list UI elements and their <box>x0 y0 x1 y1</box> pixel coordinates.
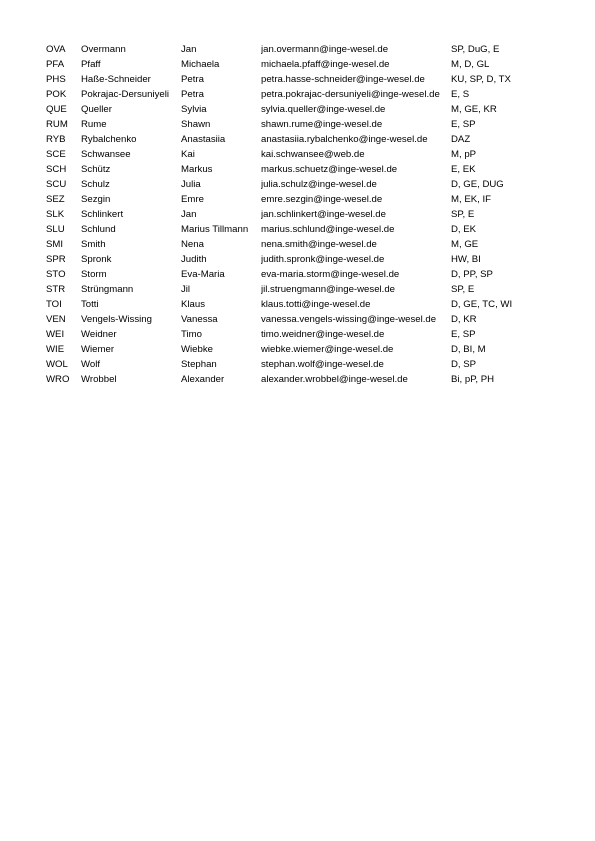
staff-table <box>46 42 541 387</box>
abbreviation-cell: WOL <box>46 359 68 370</box>
last-name-cell: Sezgin <box>81 194 111 205</box>
first-name-cell: Timo <box>181 329 202 340</box>
first-name-cell: Anastasiia <box>181 134 226 145</box>
last-name-cell: Totti <box>81 299 99 310</box>
subjects-cell: E, EK <box>451 164 476 175</box>
subjects-cell: M, GE, KR <box>451 104 497 115</box>
email-cell: sylvia.queller@inge-wesel.de <box>261 104 386 115</box>
last-name-cell: Storm <box>81 269 107 280</box>
email-cell: stephan.wolf@inge-wesel.de <box>261 359 384 370</box>
abbreviation-cell: STO <box>46 269 66 280</box>
table-row <box>46 147 541 162</box>
subjects-cell: HW, BI <box>451 254 481 265</box>
abbreviation-cell: TOI <box>46 299 62 310</box>
subjects-cell: D, GE, DUG <box>451 179 504 190</box>
table-row <box>46 207 541 222</box>
email-cell: judith.spronk@inge-wesel.de <box>261 254 385 265</box>
last-name-cell: Strüngmann <box>81 284 134 295</box>
email-cell: timo.weidner@inge-wesel.de <box>261 329 385 340</box>
last-name-cell: Wiemer <box>81 344 115 355</box>
subjects-cell: D, PP, SP <box>451 269 493 280</box>
first-name-cell: Markus <box>181 164 213 175</box>
abbreviation-cell: SCU <box>46 179 67 190</box>
email-cell: marius.schlund@inge-wesel.de <box>261 224 395 235</box>
last-name-cell: Rybalchenko <box>81 134 137 145</box>
table-row <box>46 342 541 357</box>
table-row <box>46 102 541 117</box>
table-row <box>46 222 541 237</box>
first-name-cell: Jil <box>181 284 191 295</box>
table-row <box>46 57 541 72</box>
email-cell: emre.sezgin@inge-wesel.de <box>261 194 383 205</box>
first-name-cell: Shawn <box>181 119 211 130</box>
first-name-cell: Vanessa <box>181 314 218 325</box>
table-row <box>46 297 541 312</box>
abbreviation-cell: WRO <box>46 374 70 385</box>
last-name-cell: Wrobbel <box>81 374 117 385</box>
email-cell: markus.schuetz@inge-wesel.de <box>261 164 398 175</box>
email-cell: jan.schlinkert@inge-wesel.de <box>261 209 386 220</box>
table-row <box>46 372 541 387</box>
table-row <box>46 72 541 87</box>
subjects-cell: M, pP <box>451 149 477 160</box>
subjects-cell: SP, E <box>451 209 475 220</box>
abbreviation-cell: STR <box>46 284 66 295</box>
subjects-cell: D, GE, TC, WI <box>451 299 513 310</box>
first-name-cell: Stephan <box>181 359 217 370</box>
last-name-cell: Schlinkert <box>81 209 124 220</box>
abbreviation-cell: WIE <box>46 344 65 355</box>
last-name-cell: Vengels-Wissing <box>81 314 152 325</box>
abbreviation-cell: QUE <box>46 104 67 115</box>
abbreviation-cell: VEN <box>46 314 66 325</box>
abbreviation-cell: OVA <box>46 44 66 55</box>
email-cell: nena.smith@inge-wesel.de <box>261 239 377 250</box>
abbreviation-cell: PHS <box>46 74 66 85</box>
first-name-cell: Alexander <box>181 374 225 385</box>
email-cell: alexander.wrobbel@inge-wesel.de <box>261 374 408 385</box>
subjects-cell: Bi, pP, PH <box>451 374 495 385</box>
subjects-cell: D, SP <box>451 359 477 370</box>
last-name-cell: Wolf <box>81 359 101 370</box>
table-row <box>46 252 541 267</box>
abbreviation-cell: SCE <box>46 149 66 160</box>
subjects-cell: E, S <box>451 89 470 100</box>
first-name-cell: Eva-Maria <box>181 269 225 280</box>
first-name-cell: Nena <box>181 239 204 250</box>
email-cell: anastasiia.rybalchenko@inge-wesel.de <box>261 134 428 145</box>
table-row <box>46 162 541 177</box>
subjects-cell: KU, SP, D, TX <box>451 74 511 85</box>
table-row <box>46 267 541 282</box>
subjects-cell: M, D, GL <box>451 59 490 70</box>
last-name-cell: Pfaff <box>81 59 101 70</box>
subjects-cell: E, SP <box>451 329 476 340</box>
first-name-cell: Kai <box>181 149 195 160</box>
abbreviation-cell: SLK <box>46 209 65 220</box>
table-row <box>46 87 541 102</box>
subjects-cell: D, KR <box>451 314 477 325</box>
last-name-cell: Schulz <box>81 179 110 190</box>
last-name-cell: Rume <box>81 119 107 130</box>
subjects-cell: DAZ <box>451 134 471 145</box>
abbreviation-cell: SMI <box>46 239 64 250</box>
first-name-cell: Julia <box>181 179 201 190</box>
first-name-cell: Jan <box>181 209 197 220</box>
first-name-cell: Jan <box>181 44 197 55</box>
subjects-cell: M, GE <box>451 239 479 250</box>
subjects-cell: SP, E <box>451 284 475 295</box>
last-name-cell: Schütz <box>81 164 111 175</box>
last-name-cell: Weidner <box>81 329 117 340</box>
email-cell: jan.overmann@inge-wesel.de <box>261 44 389 55</box>
abbreviation-cell: RYB <box>46 134 66 145</box>
email-cell: petra.hasse-schneider@inge-wesel.de <box>261 74 425 85</box>
table-row <box>46 282 541 297</box>
table-row <box>46 237 541 252</box>
email-cell: julia.schulz@inge-wesel.de <box>261 179 377 190</box>
subjects-cell: E, SP <box>451 119 476 130</box>
abbreviation-cell: SPR <box>46 254 66 265</box>
email-cell: klaus.totti@inge-wesel.de <box>261 299 371 310</box>
last-name-cell: Queller <box>81 104 112 115</box>
subjects-cell: SP, DuG, E <box>451 44 500 55</box>
abbreviation-cell: PFA <box>46 59 65 70</box>
table-row <box>46 312 541 327</box>
abbreviation-cell: POK <box>46 89 67 100</box>
table-row <box>46 177 541 192</box>
abbreviation-cell: SCH <box>46 164 67 175</box>
table-row <box>46 192 541 207</box>
email-cell: wiebke.wiemer@inge-wesel.de <box>261 344 394 355</box>
last-name-cell: Schwansee <box>81 149 131 160</box>
last-name-cell: Overmann <box>81 44 126 55</box>
email-cell: eva-maria.storm@inge-wesel.de <box>261 269 400 280</box>
abbreviation-cell: RUM <box>46 119 68 130</box>
first-name-cell: Klaus <box>181 299 205 310</box>
first-name-cell: Petra <box>181 74 204 85</box>
last-name-cell: Schlund <box>81 224 116 235</box>
last-name-cell: Smith <box>81 239 106 250</box>
staff-table-body <box>46 42 541 387</box>
table-row <box>46 357 541 372</box>
email-cell: jil.struengmann@inge-wesel.de <box>261 284 395 295</box>
last-name-cell: Pokrajac-Dersuniyeli <box>81 89 169 100</box>
table-row <box>46 42 541 57</box>
email-cell: michaela.pfaff@inge-wesel.de <box>261 59 390 70</box>
first-name-cell: Sylvia <box>181 104 207 115</box>
subjects-cell: D, EK <box>451 224 477 235</box>
first-name-cell: Wiebke <box>181 344 213 355</box>
email-cell: petra.pokrajac-dersuniyeli@inge-wesel.de <box>261 89 440 100</box>
email-cell: vanessa.vengels-wissing@inge-wesel.de <box>261 314 437 325</box>
email-cell: kai.schwansee@web.de <box>261 149 365 160</box>
first-name-cell: Judith <box>181 254 207 265</box>
last-name-cell: Haße-Schneider <box>81 74 151 85</box>
table-row <box>46 327 541 342</box>
abbreviation-cell: SEZ <box>46 194 65 205</box>
first-name-cell: Michaela <box>181 59 220 70</box>
abbreviation-cell: SLU <box>46 224 65 235</box>
email-cell: shawn.rume@inge-wesel.de <box>261 119 383 130</box>
first-name-cell: Marius Tillmann <box>181 224 249 235</box>
last-name-cell: Spronk <box>81 254 112 265</box>
first-name-cell: Emre <box>181 194 204 205</box>
abbreviation-cell: WEI <box>46 329 65 340</box>
table-row <box>46 117 541 132</box>
first-name-cell: Petra <box>181 89 204 100</box>
table-row <box>46 132 541 147</box>
subjects-cell: M, EK, IF <box>451 194 491 205</box>
subjects-cell: D, BI, M <box>451 344 486 355</box>
